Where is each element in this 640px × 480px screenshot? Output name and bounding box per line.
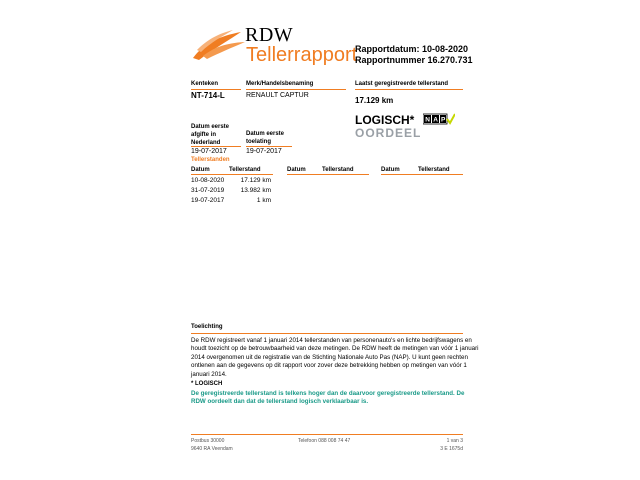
footer-phone: Telefoon 088 008 74 47 (298, 438, 351, 444)
footer-postbus: Postbus 30000 (191, 438, 225, 444)
toelichting-title: Toelichting (191, 324, 223, 330)
kenteken-value: NT-714-L (191, 91, 225, 100)
verdict-subtitle: OORDEEL (355, 126, 422, 140)
footnote-text: De geregistreerde tellerstand is telkens hoger dan de daarvoor geregistreerde tellerstand. De RDW oordeelt dan dat de tellerstand logisch verklaarbaar is. (191, 390, 465, 406)
divider (246, 146, 292, 147)
first-adm-label (246, 130, 284, 146)
first-nl-value: 19-07-2017 (191, 148, 227, 155)
kenteken-label: Kenteken (191, 81, 219, 87)
divider (191, 174, 273, 175)
first-nl-label-line: Nederland (191, 140, 221, 146)
col-stand-2: Tellerstand (322, 167, 354, 173)
row-stand: 13.982 km (240, 187, 271, 194)
col-datum-2: Datum (287, 167, 306, 173)
svg-text:N: N (425, 116, 430, 124)
divider (355, 89, 463, 90)
divider (381, 174, 463, 175)
first-nl-label-line: afgifte in (191, 132, 216, 138)
report-date: Rapportdatum: 10-08-2020 (355, 44, 469, 54)
merk-label: Merk/Handelsbenaming (246, 81, 314, 87)
first-nl-label-line: Datum eerste (191, 124, 230, 130)
row-datum: 10-08-2020 (191, 177, 225, 184)
first-adm-label-line: Datum eerste (246, 131, 285, 137)
nap-logo-icon (423, 113, 455, 125)
footnote-label: * LOGISCH (191, 381, 223, 387)
report-meta (355, 44, 473, 66)
rdw-logo-icon (189, 26, 249, 62)
merk-value: RENAULT CAPTUR (246, 92, 309, 99)
footer-city: 9640 RA Veendam (191, 446, 233, 452)
document-title: Tellerrapport (246, 44, 358, 66)
row-stand: 17.129 km (240, 177, 271, 184)
toelichting-text: De RDW registreert vanaf 1 januari 2014 tellerstanden van personenauto's en lichte bedrijfswagens en houdt toezicht op de betrouwbaarheid van deze metingen. De RDW heeft de metingen van vóór 1 januari 2014 overgenomen uit de registratie van de Stichting Nationale Auto Pas (NAP). U kunt geen rechten ontlenen aan de gegevens op dit rapport voor zover deze betrekking hebben op metingen van vóór 1 januari 2014. (191, 337, 479, 378)
footer-page: 1 van 3 (446, 438, 463, 444)
row-datum: 19-07-2017 (191, 197, 225, 204)
col-datum-1: Datum (191, 167, 210, 173)
divider (191, 146, 241, 147)
footer-address (191, 437, 233, 453)
svg-text:A: A (433, 116, 438, 124)
first-nl-label (191, 123, 229, 147)
brand-name: RDW (245, 24, 294, 46)
first-adm-value: 19-07-2017 (246, 148, 282, 155)
svg-text:P: P (441, 116, 446, 124)
divider (191, 333, 463, 334)
footer-divider (191, 434, 463, 435)
report-number: Rapportnummer 16.270.731 (355, 55, 473, 65)
footer-code: 3 E 1675d (440, 446, 463, 452)
verdict-label: LOGISCH* (355, 113, 415, 127)
row-datum: 31-07-2019 (191, 187, 225, 194)
col-datum-3: Datum (381, 167, 400, 173)
col-stand-1: Tellerstand (229, 167, 261, 173)
row-stand: 1 km (256, 197, 271, 204)
footer-page-info (420, 437, 463, 453)
first-adm-label-line: toelating (246, 139, 271, 145)
last-reading-label: Laatst geregistreerde tellerstand (355, 81, 449, 87)
last-reading-value: 17.129 km (355, 96, 394, 105)
col-stand-3: Tellerstand (418, 167, 450, 173)
tellerstanden-title: Tellerstanden (191, 157, 230, 163)
divider (287, 174, 369, 175)
divider (191, 89, 241, 90)
divider (246, 89, 346, 90)
